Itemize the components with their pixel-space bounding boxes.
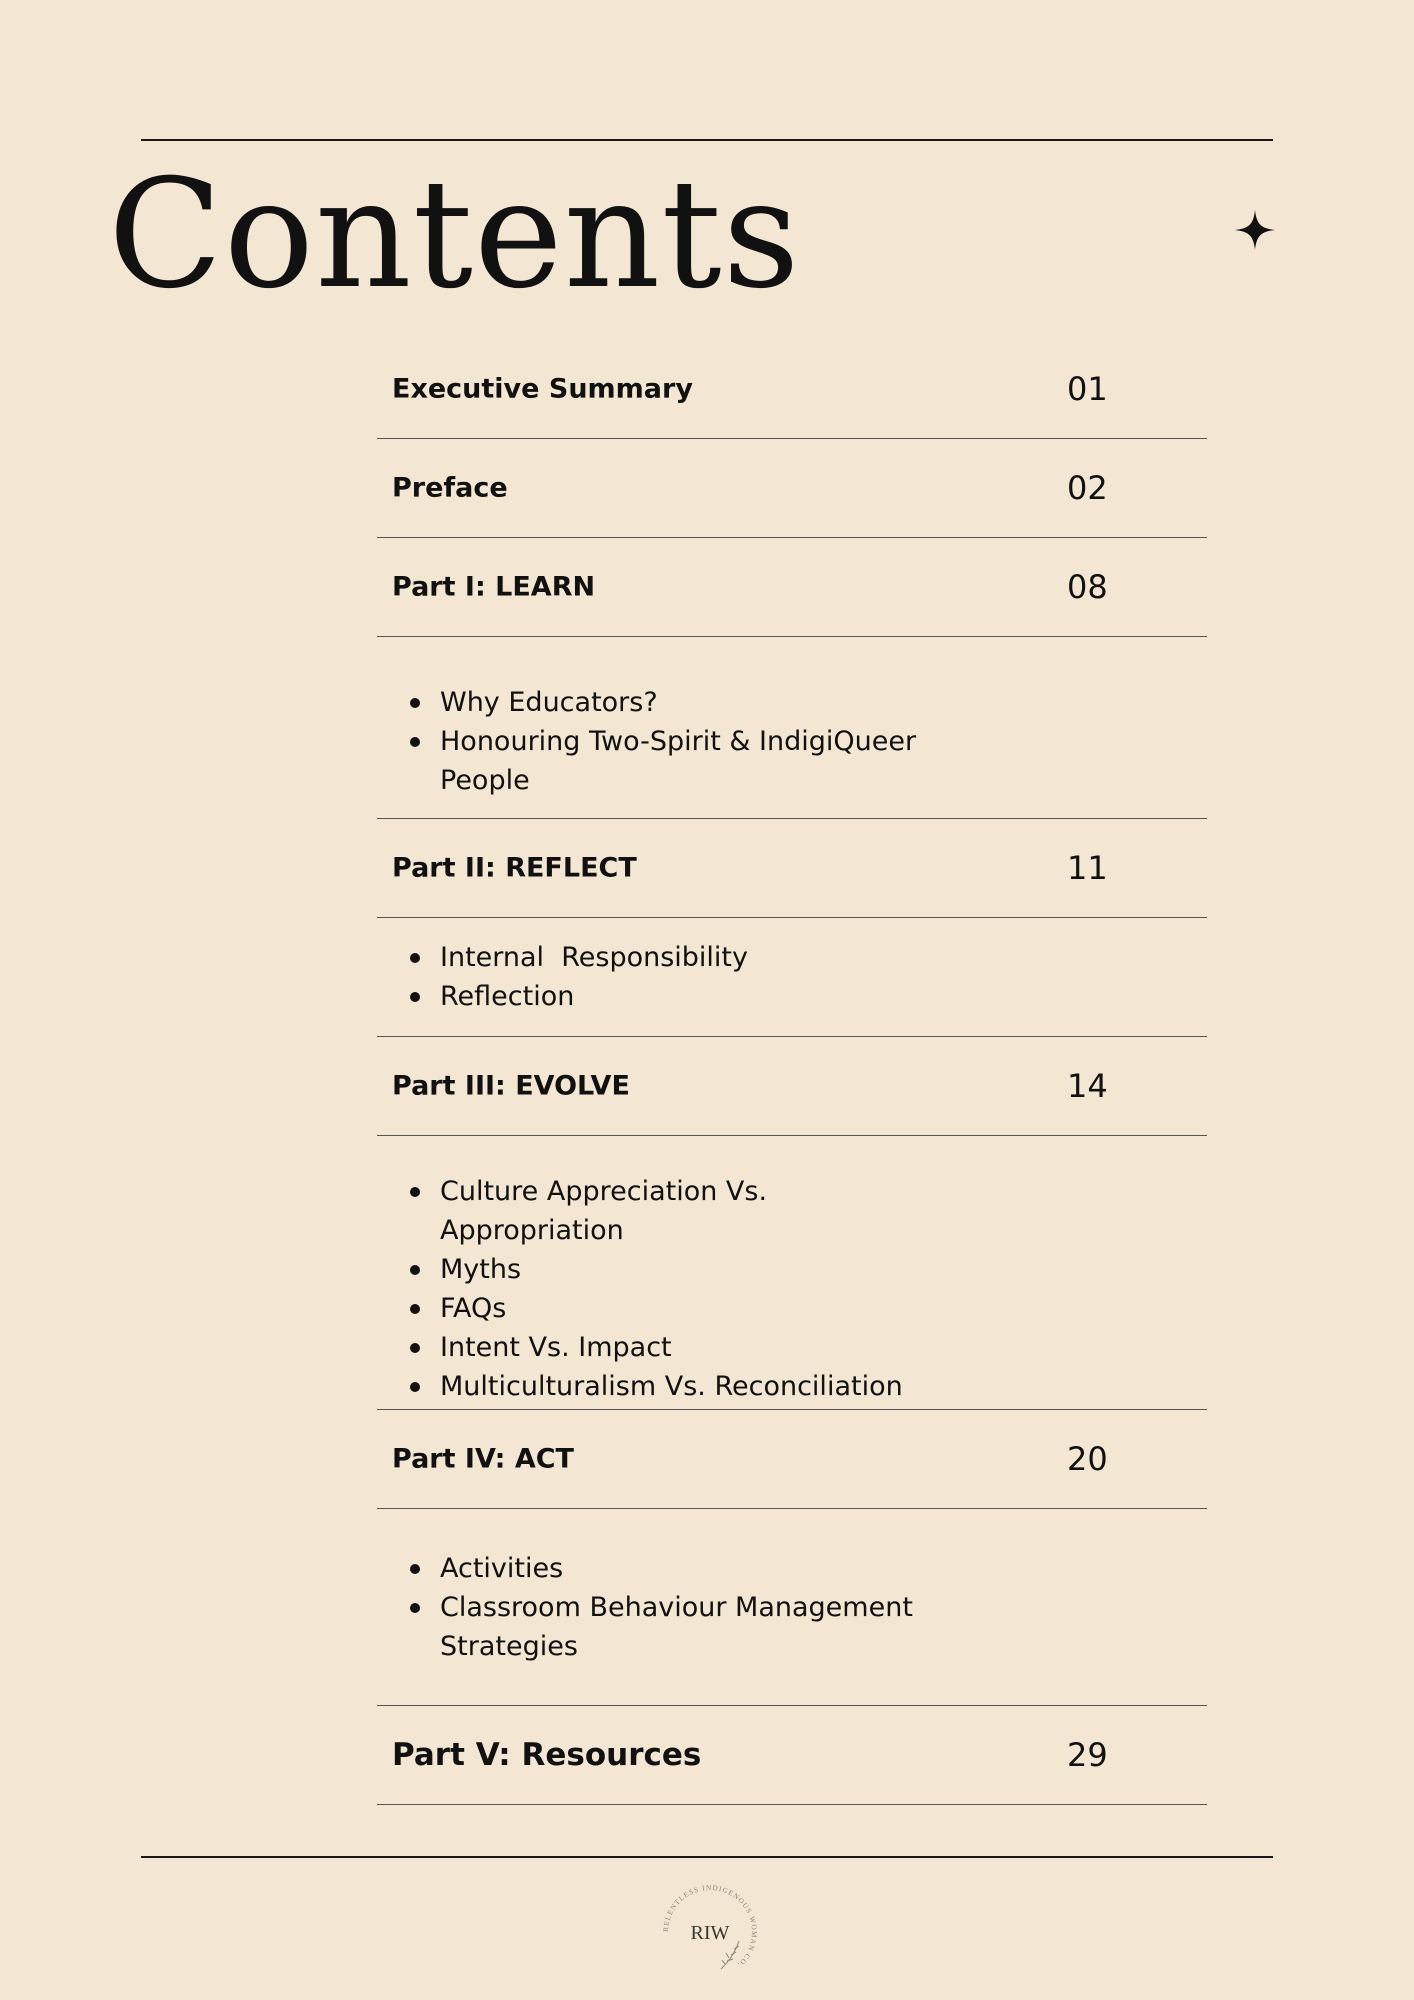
toc-entry-label: Part IV: ACT [392,1443,574,1475]
sparkle-icon [1235,210,1275,250]
toc-subitem[interactable]: Culture Appreciation Vs. Appropriation [440,1172,940,1250]
toc-entry-part-4[interactable] [377,1410,1207,1509]
logo-monogram: RIW [690,1922,730,1944]
page-title: Contents [108,148,801,322]
toc-subitem[interactable]: Intent Vs. Impact [440,1328,940,1367]
toc-entry-label: Part V: Resources [392,1737,702,1773]
toc-subitem[interactable]: Honouring Two-Spirit & IndigiQueer People [440,722,940,800]
toc-entry-page: 20 [1067,1440,1108,1478]
toc-entry-page: 11 [1067,849,1108,887]
toc-subitem[interactable]: FAQs [440,1289,940,1328]
toc-entry-label: Part I: LEARN [392,571,596,603]
toc-subitem[interactable]: Reflection [440,977,940,1016]
toc-entry-page: 29 [1067,1736,1108,1774]
bottom-divider [141,1856,1273,1858]
toc-subitem[interactable]: Internal Responsibility [440,938,940,977]
toc-subsection-list [377,918,1207,1037]
toc-entry-preface[interactable] [377,439,1207,538]
toc-subitem[interactable]: Classroom Behaviour Management Strategies [440,1588,940,1666]
toc-subitem[interactable]: Why Educators? [440,683,940,722]
toc-entry-label: Executive Summary [392,373,693,405]
toc-subsection-list [377,1509,1207,1706]
toc-subsection-list [377,637,1207,819]
toc-entry-label: Preface [392,472,508,504]
toc-entry-page: 08 [1067,568,1108,606]
toc-entry-label: Part II: REFLECT [392,852,637,884]
toc-entry-part-2[interactable] [377,819,1207,918]
toc-subitem[interactable]: Multiculturalism Vs. Reconciliation [440,1367,940,1406]
logo-branch-icon [721,1941,739,1969]
toc-entry-part-3[interactable] [377,1037,1207,1136]
top-divider [141,139,1273,141]
toc-entry-page: 14 [1067,1067,1108,1105]
toc-entry-executive-summary[interactable] [377,340,1207,439]
toc-entry-part-5[interactable] [377,1706,1207,1805]
logo-seal [655,1877,765,1987]
toc-entry-page: 02 [1067,469,1108,507]
toc-entry-label: Part III: EVOLVE [392,1070,630,1102]
toc-subsection-list [377,1136,1207,1410]
toc-entry-page: 01 [1067,370,1108,408]
toc-subitem[interactable]: Activities [440,1549,940,1588]
toc-subitem[interactable]: Myths [440,1250,940,1289]
logo-ring-text: RELENTLESS INDIGENOUS WOMAN CO. [661,1883,759,1970]
toc-entry-part-1[interactable] [377,538,1207,637]
table-of-contents [377,340,1207,1805]
